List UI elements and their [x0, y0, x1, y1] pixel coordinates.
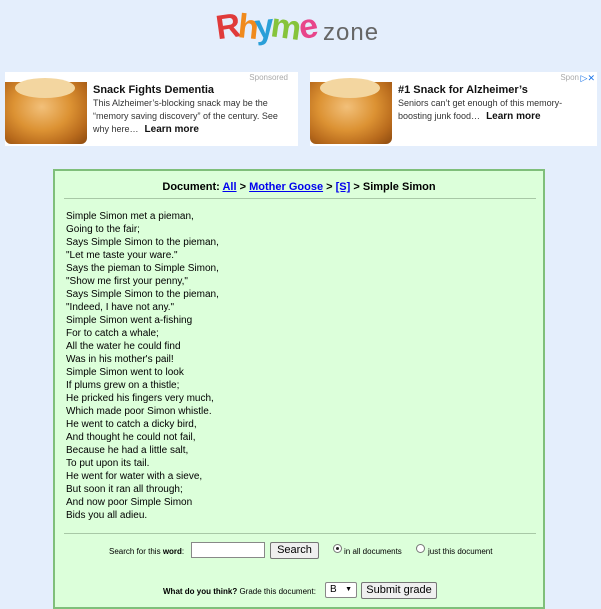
poem-line: Which made poor Simon whistle.	[66, 406, 212, 417]
poem-line: And now poor Simple Simon	[66, 497, 193, 508]
ad-sponsored-label: Sponsored	[249, 73, 288, 82]
poem-line: He pricked his fingers very much,	[66, 393, 214, 404]
radio-this-document[interactable]	[416, 544, 425, 553]
logo-rhyme-word	[213, 6, 318, 48]
poem-line: Says the pieman to Simple Simon,	[66, 263, 219, 274]
divider	[64, 533, 536, 534]
logo-letter: R	[213, 6, 241, 48]
divider	[64, 198, 536, 199]
poem-line: Was in his mother's pail!	[66, 354, 174, 365]
poem-line: "Show me first your penny,"	[66, 276, 188, 287]
submit-grade-button[interactable]: Submit grade	[361, 582, 437, 599]
logo-letter: e	[295, 6, 318, 48]
poem-line: Bids you all adieu.	[66, 510, 148, 521]
logo-letter: h	[235, 7, 258, 47]
poem-line: And thought he could not fail,	[66, 432, 196, 443]
poem-line: "Let me taste your ware."	[66, 250, 178, 261]
breadcrumb-link-mother-goose[interactable]: Mother Goose	[249, 181, 324, 193]
breadcrumb-link-all[interactable]: All	[222, 181, 237, 193]
chevron-down-icon: ▼	[345, 586, 352, 593]
poem-line: "Indeed, I have not any."	[66, 302, 175, 313]
ad-title[interactable]: #1 Snack for Alzheimer’s	[398, 84, 528, 96]
grade-select[interactable]	[325, 582, 357, 598]
poem-line: But soon it ran all through;	[66, 484, 183, 495]
ad-snack-for-alzheimers[interactable]	[310, 72, 597, 146]
logo-zone-word: zone	[323, 19, 380, 46]
poem-line: Simple Simon went a-fishing	[66, 315, 193, 326]
ad-text: Seniors can’t get enough of this memory-boosting junk food… Learn more	[398, 98, 563, 122]
logo-letter: y	[253, 7, 274, 47]
radio-this-document-label: just this document	[428, 547, 493, 556]
poem-line: Because he had a little salt,	[66, 445, 189, 456]
ad-sponsored-label: Spon	[560, 73, 579, 82]
breadcrumb-prefix: Document:	[162, 181, 220, 193]
poem-line: All the water he could find	[66, 341, 181, 352]
radio-all-documents[interactable]	[333, 544, 342, 553]
poem-text	[66, 210, 219, 522]
logo-letter: m	[268, 6, 302, 48]
poem-line: For to catch a whale;	[66, 328, 159, 339]
ad-image-peanut-butter	[310, 82, 392, 144]
poem-line: Going to the fair;	[66, 224, 140, 235]
poem-line: Says Simple Simon to the pieman,	[66, 237, 219, 248]
ad-learn-more-link[interactable]: Learn more	[144, 124, 199, 135]
grade-selected-value: B	[330, 584, 337, 595]
search-input[interactable]	[191, 542, 265, 558]
poem-line: Says Simple Simon to the pieman,	[66, 289, 219, 300]
poem-line: If plums grew on a thistle;	[66, 380, 180, 391]
grade-label: What do you think? Grade this document:	[163, 587, 316, 596]
adchoices-icon[interactable]: ▷✕	[580, 73, 595, 83]
rhymezone-logo[interactable]	[213, 6, 386, 54]
breadcrumb-link-s[interactable]: [S]	[335, 181, 351, 193]
poem-line: He went to catch a dicky bird,	[66, 419, 197, 430]
breadcrumb-current: Simple Simon	[362, 181, 436, 193]
poem-line: Simple Simon met a pieman,	[66, 211, 194, 222]
breadcrumb-separator: >	[326, 181, 333, 193]
document-panel	[53, 169, 545, 609]
search-label: Search for this word:	[109, 547, 185, 556]
poem-line: To put upon its tail.	[66, 458, 150, 469]
radio-all-documents-label: in all documents	[344, 547, 402, 556]
breadcrumb	[55, 181, 543, 193]
search-button[interactable]: Search	[270, 542, 319, 559]
ad-snack-fights-dementia[interactable]	[5, 72, 298, 146]
breadcrumb-separator: >	[353, 181, 360, 193]
breadcrumb-separator: >	[239, 181, 247, 193]
ad-image-peanut-butter	[5, 82, 87, 144]
poem-line: He went for water with a sieve,	[66, 471, 203, 482]
poem-line: Simple Simon went to look	[66, 367, 184, 378]
ad-text: This Alzheimer’s-blocking snack may be the “memory saving discovery” of the century. See why here… Learn more	[93, 98, 278, 135]
ad-learn-more-link[interactable]: Learn more	[486, 111, 541, 122]
ad-title[interactable]: Snack Fights Dementia	[93, 84, 215, 96]
